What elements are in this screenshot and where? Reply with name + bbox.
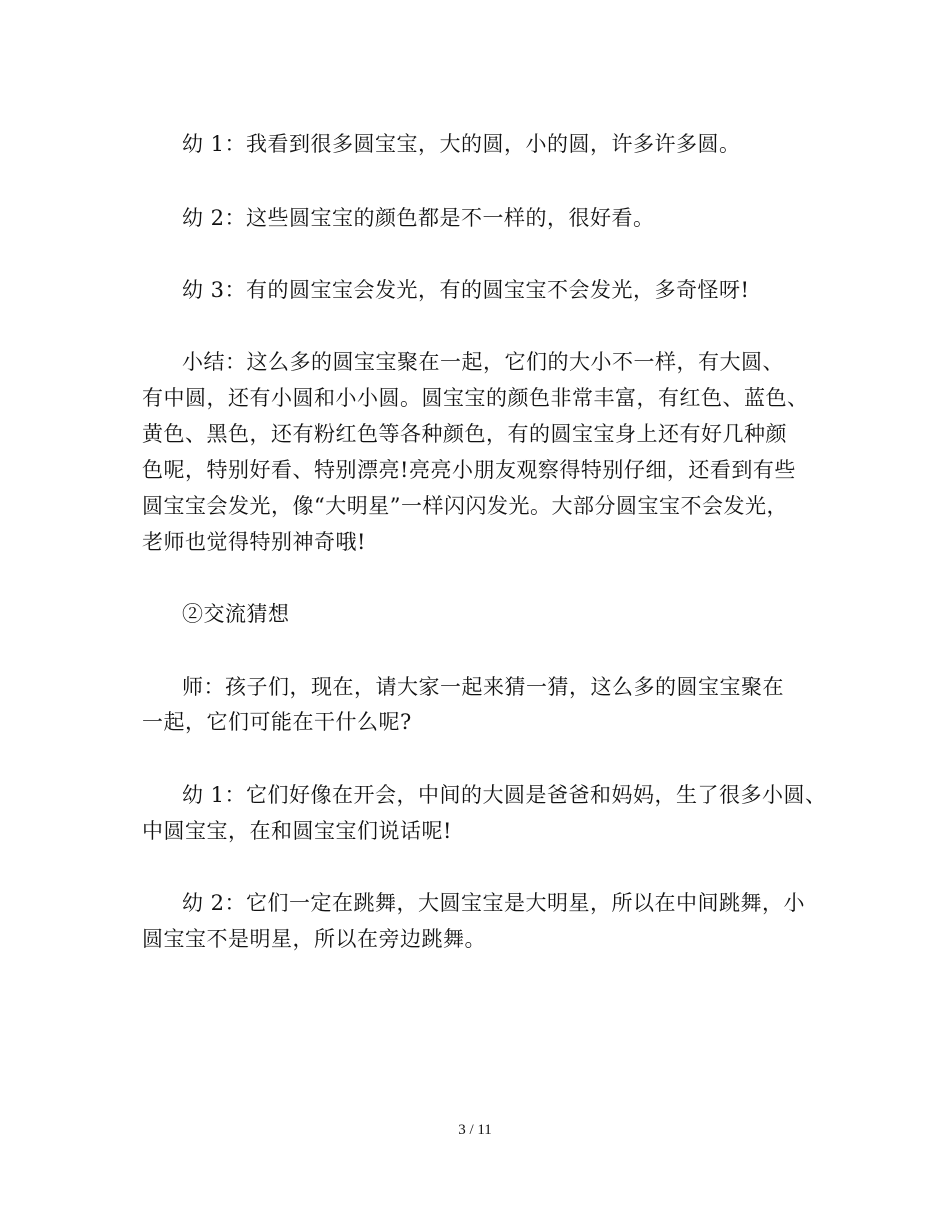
paragraph-line: 幼 2：这些圆宝宝的颜色都是不一样的，很好看。 [182, 206, 655, 230]
paragraph-line: 一起，它们可能在干什么呢? [142, 710, 412, 734]
paragraph-line: 师：孩子们，现在，请大家一起来猜一猜，这么多的圆宝宝聚在 [182, 675, 784, 699]
paragraph-line: 幼 1：它们好像在开会，中间的大圆是爸爸和妈妈，生了很多小圆、 [182, 783, 827, 807]
paragraph-line: 幼 2：它们一定在跳舞，大圆宝宝是大明星，所以在中间跳舞，小 [182, 891, 806, 915]
paragraph-line: 中圆宝宝，在和圆宝宝们说话呢! [142, 819, 452, 843]
paragraph-line: 幼 1：我看到很多圆宝宝，大的圆，小的圆，许多许多圆。 [182, 132, 741, 156]
paragraph-line: 圆宝宝会发光，像“大明星”一样闪闪发光。大部分圆宝宝不会发光， [142, 494, 788, 518]
paragraph-line: 黄色、黑色，还有粉红色等各种颜色，有的圆宝宝身上还有好几种颜 [142, 422, 787, 446]
section-heading: ②交流猜想 [182, 602, 290, 626]
paragraph-line: 有中圆，还有小圆和小小圆。圆宝宝的颜色非常丰富，有红色、蓝色、 [142, 386, 809, 410]
paragraph-line: 幼 3：有的圆宝宝会发光，有的圆宝宝不会发光，多奇怪呀! [182, 278, 750, 302]
paragraph-line: 色呢，特别好看、特别漂亮!亮亮小朋友观察得特别仔细，还看到有些 [142, 458, 796, 482]
paragraph-line: 圆宝宝不是明星，所以在旁边跳舞。 [142, 927, 486, 951]
page-number: 3 / 11 [458, 1122, 492, 1138]
paragraph-line: 小结：这么多的圆宝宝聚在一起，它们的大小不一样，有大圆、 [182, 350, 784, 374]
paragraph-line: 老师也觉得特别神奇哦! [142, 530, 366, 554]
